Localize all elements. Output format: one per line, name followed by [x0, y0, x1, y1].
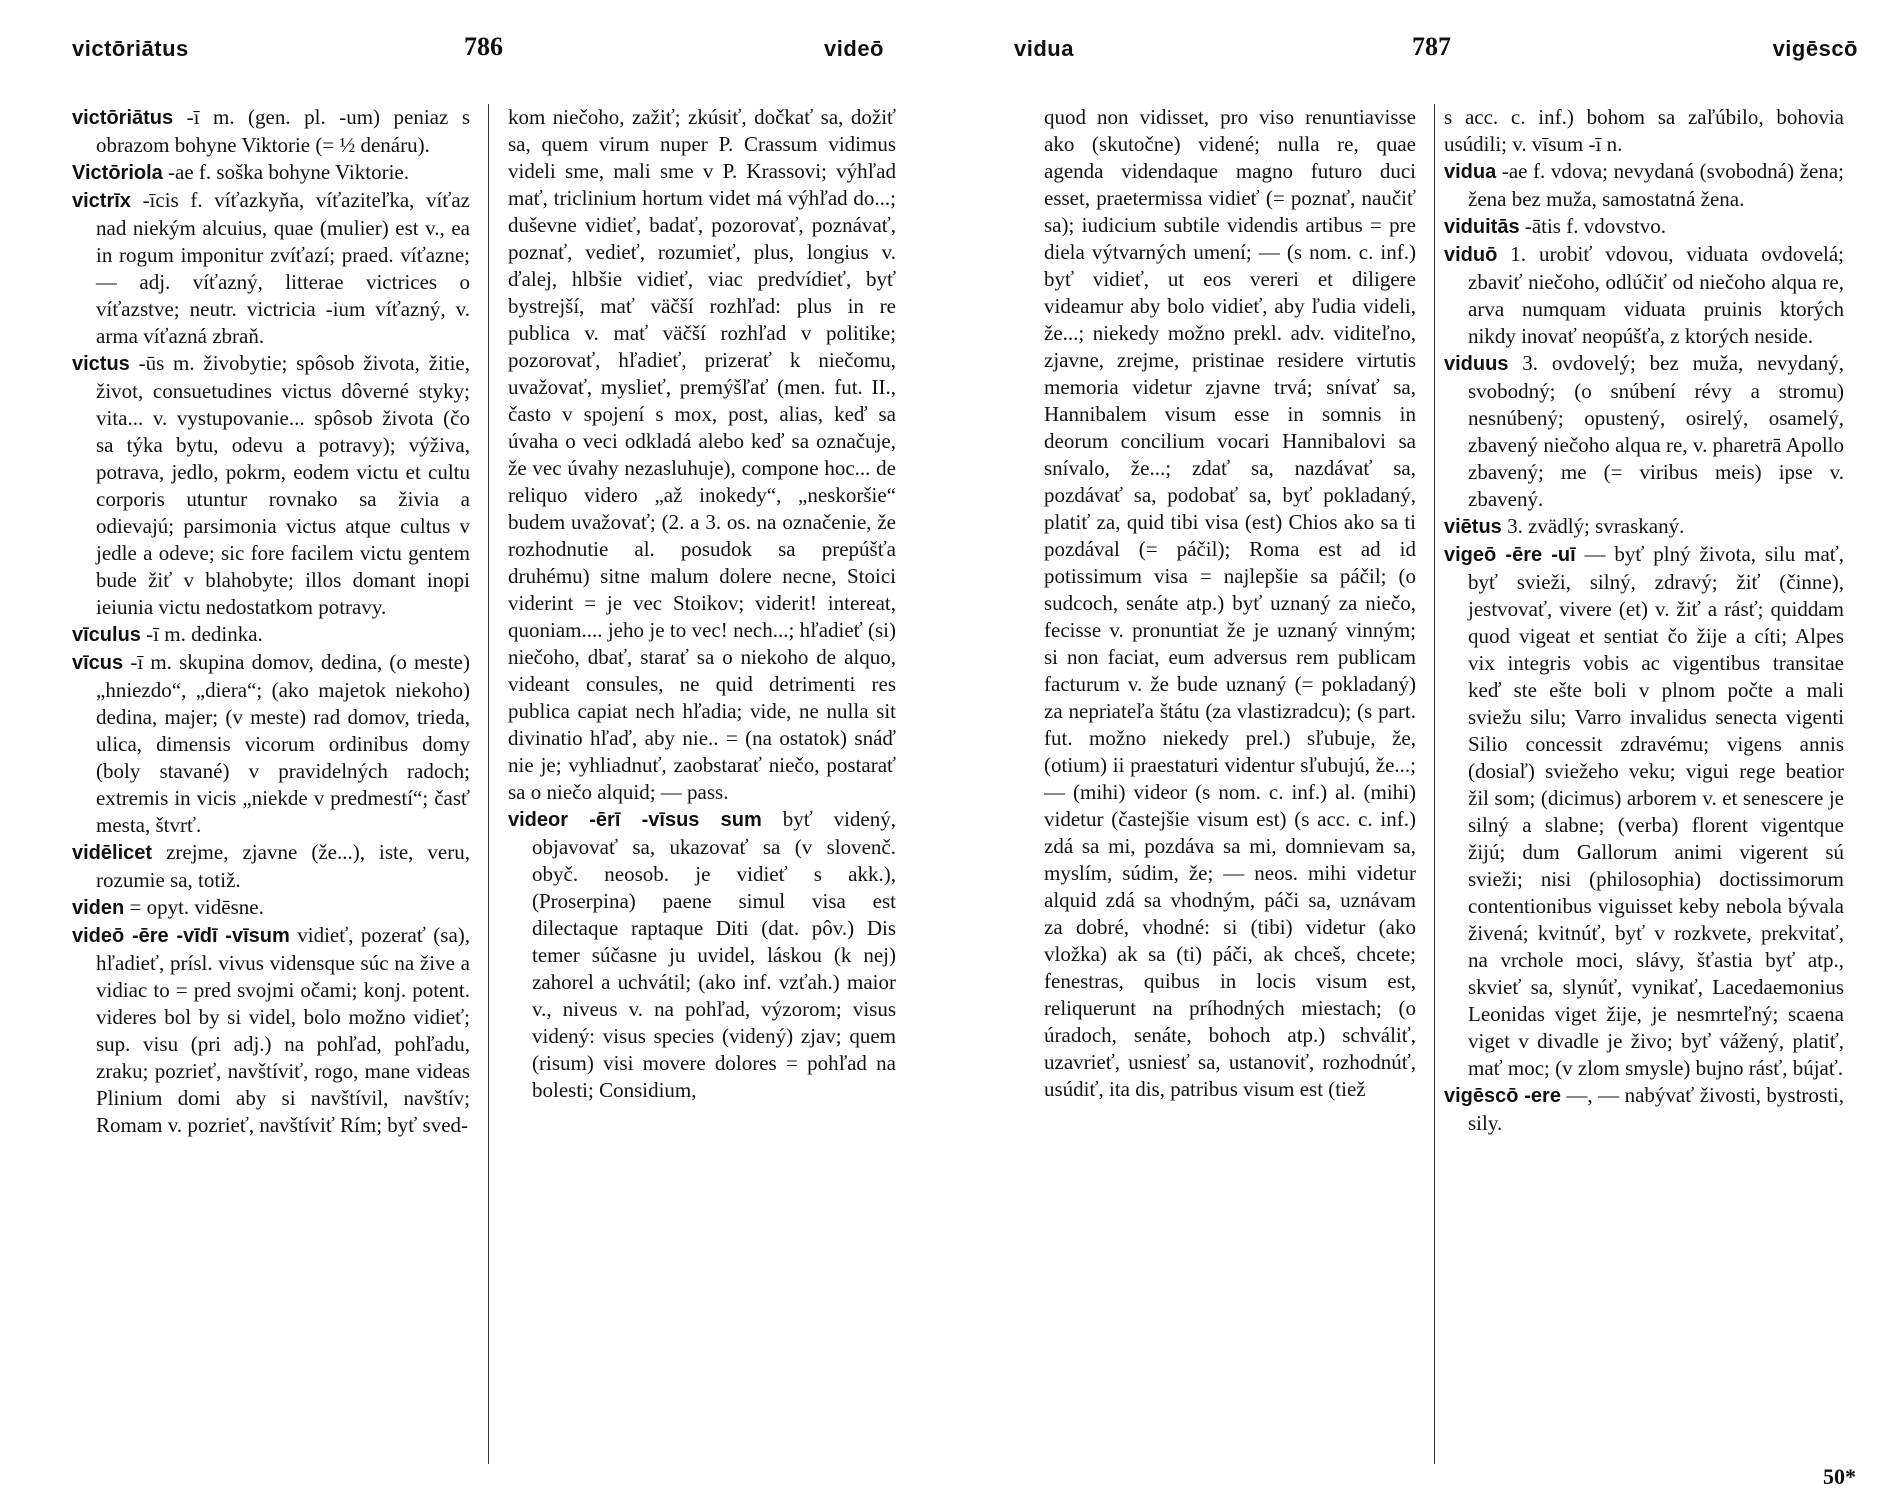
entry-text: -ī m. skupina domov, dedina, (o meste) „hniezdo“, „diera“; (ako majetok niekoho) dedina, majer; (v meste) rad domov, trieda, ulica, dimensis vicorum ordinibus domy (boly stavané) v pravidelných radoch; extremis in vicis „niekde v predmestí“; časť mesta, štvrť. [96, 650, 470, 837]
dictionary-entry [1444, 1082, 1844, 1137]
entry-continuation [1444, 104, 1844, 158]
dictionary-entry [72, 104, 470, 159]
entry-text: 1. urobiť vdovou, viduata ovdovelá; zbaviť niečoho, odlúčiť od niečoho alqua re, arva numquam viduata pruinis ktorých nikdy inovať neopúšťa, z ktorých neside. [1468, 242, 1844, 348]
entry-text: vidieť, pozerať (sa), hľadieť, prísl. vivus vidensque súc na žive a vidiac to = pred svojmi očami; konj. potent. videres bol by si videl, bolo možno vidieť; sup. visu (pri adj.) na pohľad, pohľadu, zraku; pozrieť, navštíviť, rogo, mane videas Plinium domi aby si navštívil, navštív; Romam v. pozrieť, navštíviť Rím; byť sved- [96, 923, 471, 1137]
entry-text: -ātis f. vdovstvo. [1519, 214, 1666, 238]
right-header-first-word: vidua [1014, 36, 1074, 61]
entry-headword: vigeō -ēre -uī [1444, 544, 1576, 566]
entry-text: kom niečoho, zažiť; zkúsiť, dočkať sa, dožiť sa, quem virum nuper P. Crassum vidimus videli sme, mali sme v P. Krassovi; výhľad mať, triclinium hortum videt má výhľad do...; duševne vidieť, badať, pozorovať, poznávať, poznať, vedieť, rozumieť, plus, longius v. ďalej, hlbšie vidieť, viac predvídieť, byť bystrejší, mať väčší rozhľad: plus in re publica v. mať väčší rozhľad v politike; pozorovať, hľadieť, prizerať k niečomu, uvažovať, myslieť, premýšľať (men. fut. II., často v spojení s mox, post, alias, keď sa úvaha o veci odkladá alebo keď sa označuje, že vec úvahy nezasluhuje), compone hoc... de reliquo videro „až inokedy“, „neskoršie“ budem uvažovať; (2. a 3. os. na označenie, že rozhodnutie al. posudok sa prepúšťa druhému) sitne malum dolere necne, Stoici viderint = je vec Stoikov; viderit! intereat, quoniam.... jeho je to vec! nech...; hľadieť (si) niečoho, dbať, starať sa o niekoho de alquo, videant consules, ne quid detrimenti res publica capiat nech hľadia; vide, ne nulla sit divinatio hľaď, aby nie.. = (na ostatok) snáď nie je; vyhliadnuť, zaobstarať niečo, postarať sa o niečo alquid; — pass. [508, 105, 896, 804]
entry-headword: vigēscō -ere [1444, 1085, 1561, 1107]
entry-text: -ae f. soška bohyne Viktorie. [162, 160, 409, 184]
right-page-number: 787 [1412, 32, 1451, 61]
right-page-column-1 [1044, 104, 1435, 1464]
entry-headword: viduus [1444, 353, 1509, 375]
dictionary-entry [72, 159, 470, 187]
dictionary-entry [508, 806, 896, 1104]
entry-text: 3. zvädlý; svraskaný. [1501, 514, 1685, 538]
entry-continuation [1044, 104, 1416, 1103]
entry-headword: viētus [1444, 516, 1502, 538]
dictionary-entry [72, 187, 470, 350]
left-header-first-word: victōriātus [72, 36, 189, 61]
entry-headword: victrīx [72, 190, 131, 212]
entry-headword: vidēlicet [72, 842, 153, 864]
entry-text: quod non vidisset, pro viso renuntiavisse ako (skutočne) videné; nulla re, quae agenda videndaque magno futuro duci esset, praetermissa vidieť (= poznať, naučiť sa); iudicium subtile videndis artibus = pre diela výtvarných umení; — (s nom. c. inf.) byť vidieť, ut eos vereri et diligere videamur aby bolo vidieť, aby ľudia videli, že...; niekedy možno prekl. adv. viditeľno, zjavne, zrejme, pristinae residere virtutis memoria videtur zjavne trvá; snívať sa, Hannibalem visum esse in somnis in deorum concilium vocari Hannibalovi sa snívalo, že...; zdať sa, nazdávať sa, pozdávať sa, podobať sa, byť pokladaný, platiť za, quid tibi visa (est) Chios ako sa ti pozdával (= páčil); Roma est ad id potissimum visa = najlepšie sa páčil; (o sudcoch, senáte atp.) byť uznaný za niečo, fecisse v. pronuntiat že je uznaný vinným; si non faciat, eum adversus rem publicam facturum v. že bude uznaný (= pokladaný) za nepriateľa štátu (za vlastizradcu); (s part. fut. možno niekedy prel.) sľubuje, že, (otium) ii praestaturi videntur sľubujú, že...; — (mihi) videor (s nom. c. inf.) al. (mihi) videtur (častejšie visum est) (s acc. c. inf.) zdá sa mi, pozdáva sa mi, domnievam sa, myslím, súdim, že; — neos. mihi videtur alquid zdá sa vhodným, páči sa, uznávam za dobré, vhodné: si (tibi) videtur (ako vložka) ak sa (ti) páči, ak chceš, chcete; fenestras, quibus in locis visum est, reliquerunt na príhodných miestach; (o úradoch, senáte, bohoch atp.) schváliť, uzavrieť, usniesť sa, ustanoviť, rozhodnúť, usúdiť, ita dis, patribus visum est (tiež [1044, 105, 1416, 1101]
dictionary-entry [1444, 158, 1844, 213]
right-page-column-2 [1444, 104, 1844, 1464]
entry-headword: viduitās [1444, 216, 1520, 238]
entry-text: -ī m. (gen. pl. -um) peniaz s obrazom bohyne Viktorie (= ½ denáru). [96, 105, 470, 157]
dictionary-entry [72, 922, 470, 1139]
left-page-number: 786 [464, 32, 503, 61]
entry-text: -ūs m. živobytie; spôsob života, žitie, život, consuetudines victus dôverné styky; vita... v. vystupovanie... spôsob života (čo sa týka bytu, odevu a potravy); výživa, potrava, jedlo, pokrm, eodem victu et cultu corporis utuntur rovnako sa živia a odievajú; parsimonia victus atque cultus v jedle a odeve; sic fore facilem victu gentem bude žiť v blahobyte; illos domant inopi ieiunia victu nedostatkom potravy. [96, 351, 470, 619]
entry-text: — byť plný života, silu mať, byť svieži, silný, zdravý; žiť (činne), jestvovať, vivere (et) v. žiť a rásť; quiddam quod vigeat et sentiat čo žije a cíti; Alpes vix integris vobis ac vigentibus transitae keď ste ešte boli v plnom počte a mali sviežu silu; Varro invalidus senecta vigenti Silio concessit zdravému; vigens annis (dosiaľ) sviežeho veku; vigui rege beatior žil som; (dicimus) arborem v. et senescere je silný a slabne; (verba) florent vigentque žijú; dum Gallorum animi vigerent sú svieži; nisi (philosophia) doctissimorum contentionibus viguisset keby nebola bývala živená; kvitnúť, byť v rozkvete, prekvitať, na vrchole moci, slávy, šťastia byť atp., skvieť sa, slynúť, vynikať, Lacedaemonius Leonidas viget žije, je nesmrteľný; scaena viget v divadle je živo; byť vážený, platiť, mať moc; (v zlom smysle) bujno rásť, bújať. [1468, 542, 1844, 1080]
dictionary-entry [1444, 241, 1844, 350]
left-page-header [0, 32, 944, 70]
entry-headword: videor -ērī -vīsus sum [508, 809, 762, 831]
entry-headword: vīcus [72, 652, 124, 674]
dictionary-entry [72, 621, 470, 649]
left-page-column-2 [508, 104, 896, 1464]
dictionary-entry [1444, 541, 1844, 1082]
entry-headword: victus [72, 353, 130, 375]
dictionary-entry [72, 350, 470, 621]
left-header-last-word: videō [824, 36, 884, 61]
dictionary-entry [1444, 513, 1844, 541]
entry-text: -īcis f. víťazkyňa, víťaziteľka, víťaz nad niekým alcuius, quae (mulier) est v., ea in rogum imponitur zvíťazí; praed. víťazne; — adj. víťazný, litterae victrices o víťazstve; neutr. victricia -ium víťazný, v. arma víťazná zbraň. [96, 188, 470, 348]
right-header-last-word: vigēscō [1772, 36, 1858, 61]
entry-headword: vīculus [72, 624, 141, 646]
entry-text: s acc. c. inf.) bohom sa zaľúbilo, bohovia usúdili; v. vīsum -ī n. [1444, 105, 1844, 156]
printer-signature: 50* [1823, 1464, 1856, 1489]
entry-headword: videō -ēre -vīdī -vīsum [72, 925, 290, 947]
dictionary-entry [72, 894, 470, 922]
entry-headword: viden [72, 897, 125, 919]
dictionary-entry [1444, 213, 1844, 241]
entry-text: 3. ovdovelý; bez muža, nevydaný, svobodný; (o snúbení révy a stromu) nesnúbený; opustený, osirelý, osamelý, zbavený niečoho alqua re, v. pharetrā Apollo zbavený; me (= viribus meis) ipse v. zbavený. [1468, 351, 1844, 511]
dictionary-entry [72, 649, 470, 839]
entry-headword: viduō [1444, 244, 1498, 266]
dictionary-entry [72, 839, 470, 894]
right-page [1012, 0, 1888, 1500]
entry-text: —, — nabývať živosti, bystrosti, sily. [1468, 1083, 1844, 1135]
entry-continuation [508, 104, 896, 806]
right-page-header [1012, 32, 1888, 70]
entry-text: = opyt. vidēsne. [124, 895, 264, 919]
entry-text: zrejme, zjavne (že...), iste, veru, rozumie sa, totiž. [96, 840, 470, 892]
entry-text: -ae f. vdova; nevydaná (svobodná) žena; žena bez muža, samostatná žena. [1468, 159, 1844, 211]
entry-text: byť videný, objavovať sa, ukazovať sa (v slovenč. obyč. neosob. je vidieť s akk.), (Proserpina) paene simul visa est dilectaque raptaque Diti (dat. pôv.) Dis temer súčasne ju uvidel, láskou (k nej) zahorel a uchvátil; (ako inf. vzťah.) maior v., niveus v. na pohľad, výzorom; visus videný: visus species (videný) zjav; quem (risum) visi movere dolores = pohľad na bolesti; Considium, [532, 807, 896, 1102]
entry-headword: Victōriola [72, 162, 163, 184]
entry-headword: victōriātus [72, 107, 174, 129]
left-page-column-1 [72, 104, 489, 1464]
dictionary-entry [1444, 350, 1844, 513]
entry-text: -ī m. dedinka. [140, 622, 263, 646]
entry-headword: vidua [1444, 161, 1497, 183]
